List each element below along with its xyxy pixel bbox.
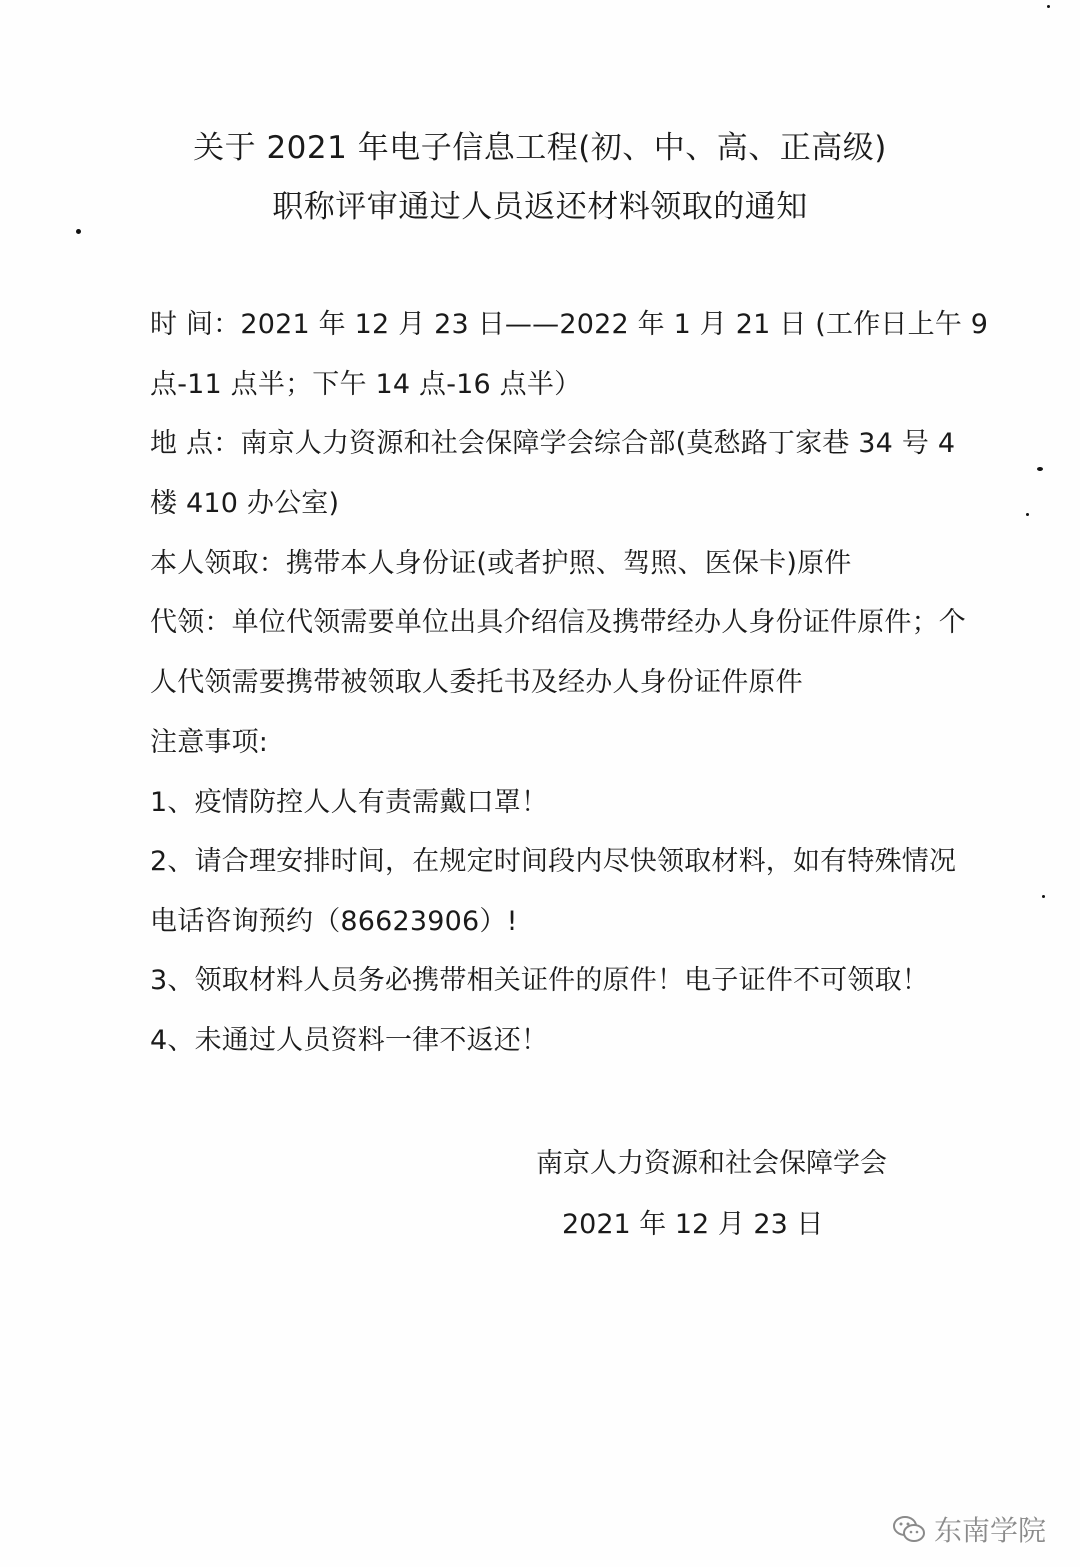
location-line-1: 地 点：南京人力资源和社会保障学会综合部(莫愁路丁家巷 34 号 4 [150,428,956,459]
note-item-4: 4、未通过人员资料一律不返还！ [150,1025,549,1056]
note-item-2-line-2: 电话咨询预约（86623906）! [150,906,518,937]
signature-date: 2021 年 12 月 23 日 [562,1209,824,1240]
notes-heading: 注意事项: [150,727,269,758]
scan-speck [1026,513,1029,516]
time-line-2: 点-11 点半；下午 14 点-16 点半） [150,369,582,400]
scan-speck [1047,5,1050,8]
wechat-icon [892,1514,926,1544]
proxy-pickup-line-2: 人代领需要携带被领取人委托书及经办人身份证件原件 [150,667,803,698]
scan-speck [76,229,81,234]
notice-title-line-1: 关于 2021 年电子信息工程(初、中、高、正高级) [193,130,887,166]
watermark-text: 东南学院 [933,1514,1046,1547]
location-line-2: 楼 410 办公室) [150,488,340,519]
notice-title-line-2: 职称评审通过人员返还材料领取的通知 [272,189,808,225]
note-item-2-line-1: 2、请合理安排时间，在规定时间段内尽快领取材料，如有特殊情况 [150,846,957,877]
scan-speck [1042,895,1045,898]
time-line-1: 时 间：2021 年 12 月 23 日——2022 年 1 月 21 日 (工作日上午 9 [150,309,989,340]
note-item-3: 3、领取材料人员务必携带相关证件的原件！电子证件不可领取！ [150,965,929,996]
signature-organization: 南京人力资源和社会保障学会 [536,1148,887,1179]
note-item-1: 1、疫情防控人人有责需戴口罩！ [150,787,549,818]
scan-speck [1037,467,1043,471]
self-pickup-line: 本人领取：携带本人身份证(或者护照、驾照、医保卡)原件 [150,548,852,579]
proxy-pickup-line-1: 代领：单位代领需要单位出具介绍信及携带经办人身份证件原件；个 [150,607,966,638]
watermark [892,1509,1046,1549]
